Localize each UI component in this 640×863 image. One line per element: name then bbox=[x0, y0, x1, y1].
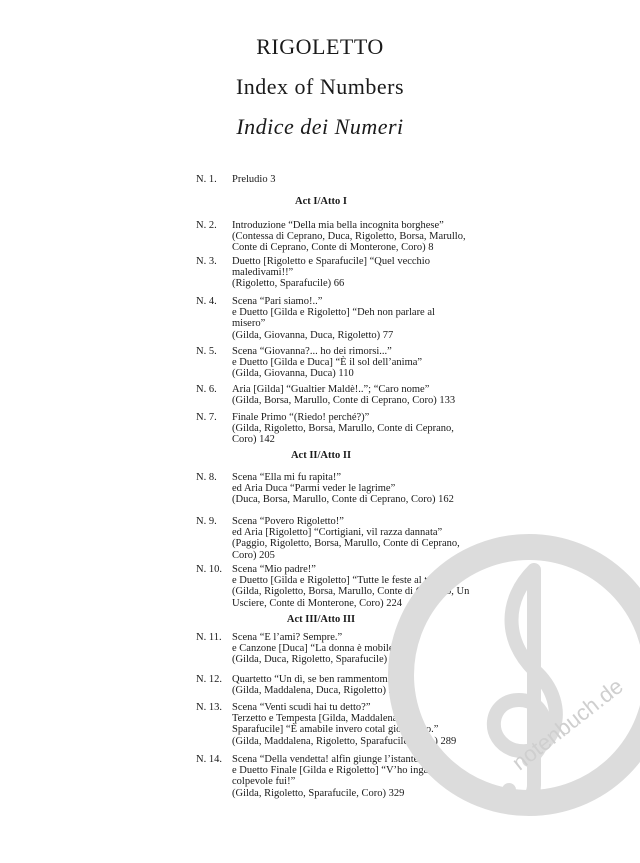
entry-line: Scena “Mio padre!” bbox=[232, 564, 316, 575]
entry-line: (Duca, Borsa, Marullo, Conte di Ceprano, Coro) 162 bbox=[232, 494, 454, 506]
entry-number: N. 12. bbox=[196, 674, 222, 685]
entry-text bbox=[232, 754, 456, 799]
entry-line: e Duetto Finale [Gilda e Rigoletto] “V’ho ingannato! bbox=[232, 765, 456, 777]
entry-number: N. 11. bbox=[196, 632, 222, 643]
entry-line: Scena “Della vendetta! alfin giunge l’istante!” bbox=[232, 754, 427, 765]
entry-line: (Gilda, Duca, Rigoletto, Sparafucile) 257 bbox=[232, 654, 406, 666]
entry-line: Coro) 142 bbox=[232, 434, 275, 446]
entry-text bbox=[232, 632, 440, 666]
entry-text bbox=[232, 346, 440, 380]
entry-line: Introduzione “Della mia bella incognita borghese” bbox=[232, 220, 444, 231]
entry-text bbox=[232, 174, 440, 185]
entry-line: Terzetto e Tempesta [Gilda, Maddalena e bbox=[232, 713, 405, 725]
entry-line: (Paggio, Rigoletto, Borsa, Marullo, Conte di Ceprano, bbox=[232, 538, 460, 550]
entry-text bbox=[232, 220, 466, 254]
entry-text bbox=[232, 472, 454, 506]
entry-number: N. 7. bbox=[196, 412, 217, 423]
page-subtitle-italian: Indice dei Numeri bbox=[236, 114, 404, 139]
entry-line: Scena “E l’ami? Sempre.” bbox=[232, 632, 343, 643]
entry-text bbox=[232, 674, 440, 696]
entry-line: Aria [Gilda] “Gualtier Maldè!..”; “Caro nome” bbox=[232, 384, 430, 395]
entry-line: Scena “Giovanna?... ho dei rimorsi...” bbox=[232, 346, 392, 357]
entry-number: N. 4. bbox=[196, 296, 217, 307]
entry-line: e Duetto [Gilda e Rigoletto] “Tutte le feste al tempio” bbox=[232, 575, 459, 587]
entry-line: (Gilda, Rigoletto, Sparafucile, Coro) 329 bbox=[232, 787, 405, 799]
entry-text bbox=[232, 516, 460, 561]
entry-number: N. 6. bbox=[196, 384, 217, 395]
entry-text bbox=[232, 564, 470, 609]
entry-line: Duetto [Rigoletto e Sparafucile] “Quel vecchio bbox=[232, 256, 430, 267]
entry-number: N. 8. bbox=[196, 472, 217, 483]
entry-line: (Gilda, Maddalena, Duca, Rigoletto) 267 bbox=[232, 685, 405, 697]
entry-text bbox=[232, 702, 457, 747]
act-heading: Act II/Atto II bbox=[290, 450, 352, 461]
entry-line: Finale Primo “(Riedo! perché?)” bbox=[232, 412, 370, 423]
entry-number: N. 14. bbox=[196, 754, 222, 765]
entry-number: N. 9. bbox=[196, 516, 217, 527]
act-heading: Act III/Atto III bbox=[286, 614, 356, 625]
entry-number: N. 2. bbox=[196, 220, 217, 231]
entry-text bbox=[232, 256, 440, 290]
page-subtitle: Index of Numbers bbox=[235, 74, 405, 99]
entry-line: Coro) 205 bbox=[232, 549, 275, 561]
entry-line: (Gilda, Rigoletto, Borsa, Marullo, Conte di Ceprano, bbox=[232, 423, 454, 435]
entry-line: (Gilda, Borsa, Marullo, Conte di Ceprano, Coro) 133 bbox=[232, 395, 456, 407]
entry-line: ed Aria [Rigoletto] “Cortigiani, vil razza dannata” bbox=[232, 527, 443, 539]
entry-line: Scena “Pari siamo!..” bbox=[232, 296, 323, 307]
entry-line: e Duetto [Gilda e Rigoletto] “Deh non parlare al bbox=[232, 307, 435, 319]
entry-line: colpevole fui!” bbox=[232, 776, 296, 788]
entry-number: N. 10. bbox=[196, 564, 222, 575]
entry-line: e Canzone [Duca] “La donna è mobile” bbox=[232, 643, 399, 655]
entry-line: misero” bbox=[232, 318, 266, 330]
entry-line: Usciere, Conte di Monterone, Coro) 224 bbox=[232, 597, 403, 609]
entry-number: N. 3. bbox=[196, 256, 217, 267]
entry-text bbox=[232, 412, 454, 446]
entry-number: N. 1. bbox=[196, 174, 217, 185]
entry-line: (Gilda, Rigoletto, Borsa, Marullo, Conte di Ceprano, Un bbox=[232, 586, 470, 598]
entry-number: N. 13. bbox=[196, 702, 222, 713]
entry-line: Sparafucile] “È amabile invero cotal giovinotto.” bbox=[232, 724, 439, 736]
entry-line: (Contessa di Ceprano, Duca, Rigoletto, Borsa, Marullo, bbox=[232, 231, 466, 243]
entry-line: Preludio 3 bbox=[232, 174, 276, 185]
page-title: RIGOLETTO bbox=[256, 34, 384, 59]
entry-line: Conte di Ceprano, Conte di Monterone, Coro) 8 bbox=[232, 242, 434, 254]
entry-line: (Gilda, Maddalena, Rigoletto, Sparafucile, Coro) 289 bbox=[232, 735, 457, 747]
entry-line: e Duetto [Gilda e Duca] “È il sol dell’anima” bbox=[232, 357, 423, 369]
entry-text bbox=[232, 384, 456, 407]
entry-text bbox=[232, 296, 440, 341]
entry-line: Scena “Ella mi fu rapita!” bbox=[232, 472, 342, 483]
entry-line: Quartetto “Un dì, se ben rammentomi” bbox=[232, 674, 396, 685]
act-heading: Act I/Atto I bbox=[295, 196, 347, 207]
entry-line: (Rigoletto, Sparafucile) 66 bbox=[232, 278, 345, 290]
entry-line: Scena “Povero Rigoletto!” bbox=[232, 516, 344, 527]
entry-line: maledivami!!” bbox=[232, 267, 294, 279]
entry-number: N. 5. bbox=[196, 346, 217, 357]
entry-line: Scena “Venti scudi hai tu detto?” bbox=[232, 702, 371, 713]
entry-line: (Gilda, Giovanna, Duca) 110 bbox=[232, 368, 354, 380]
entry-line: ed Aria Duca “Parmi veder le lagrime” bbox=[232, 483, 396, 495]
watermark-text: notenbuch.de bbox=[507, 673, 628, 776]
entry-line: (Gilda, Giovanna, Duca, Rigoletto) 77 bbox=[232, 329, 394, 341]
